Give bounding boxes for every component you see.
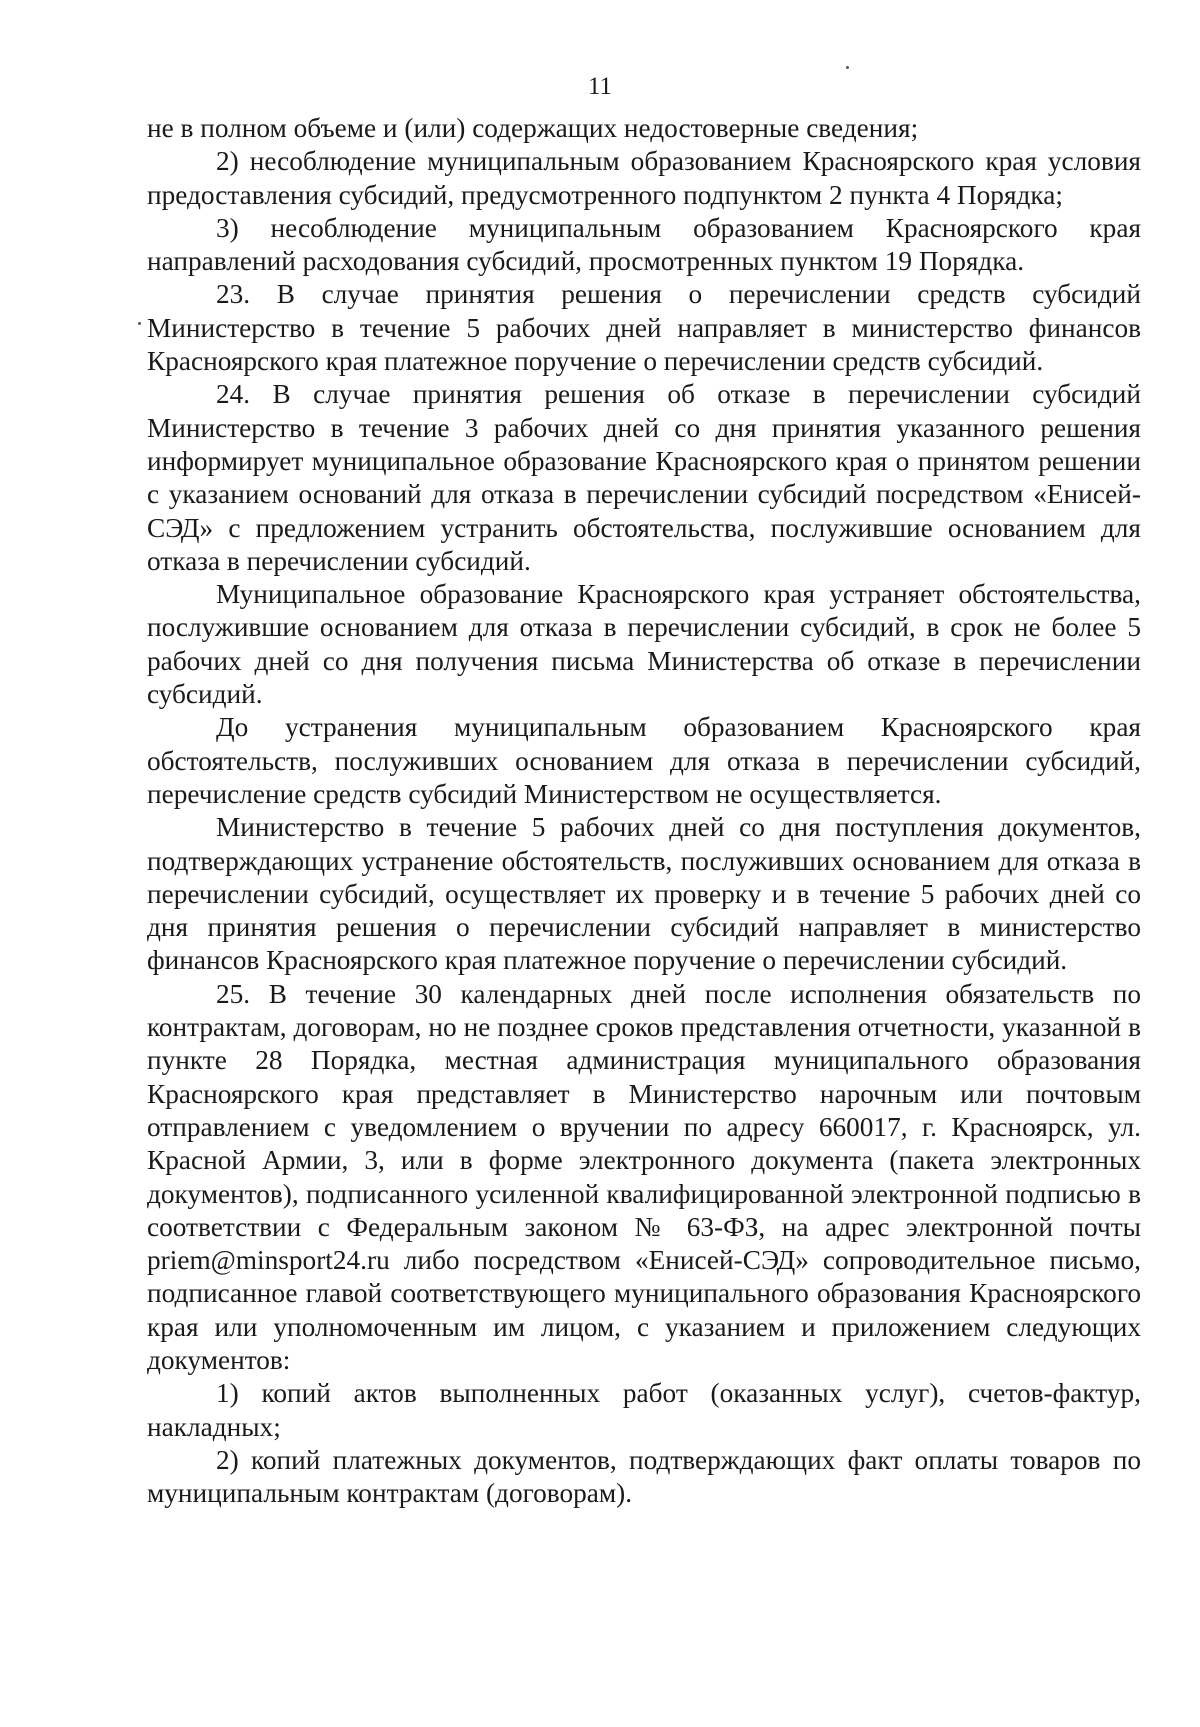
paragraph-clause-24-suspension: До устранения муниципальным образованием Красноярского края обстоятельств, послуживших основанием для отказа в перечислении субсидий, перечисление средств субсидий Министерством не осуществляется.	[147, 712, 1141, 809]
paragraph-clause-24-ministry-review: Министерство в течение 5 рабочих дней со дня поступления документов, подтверждающих устранение обстоятельств, послуживших основанием для отказа в перечислении субсидий, осуществляет их проверку и в течение 5 рабочих дней со дня принятия решения о перечислении субсидий направляет в министерство финансов Красноярского края платежное поручение о перечислении субсидий.	[147, 812, 1141, 976]
paragraph-clause-24-municipal-remedy: Муниципальное образование Красноярского края устраняет обстоятельства, послужившие основанием для отказа в перечислении субсидий, в срок не более 5 рабочих дней со дня получения письма Министерства об отказе в перечислении субсидий.	[147, 579, 1141, 710]
paragraph-item-3: 3) несоблюдение муниципальным образованием Красноярского края направлений расходования субсидий, просмотренных пунктом 19 Порядка.	[147, 212, 1141, 277]
paragraph-clause-24: 24. В случае принятия решения об отказе в перечислении субсидий Министерство в течение 3 рабочих дней со дня принятия указанного решения информирует муниципальное образование Красноярского края о принятом решении с указанием оснований для отказа в перечислении субсидий посредством «Енисей-СЭД» с предложением устранить обстоятельства, послужившие основанием для отказа в перечислении субсидий.	[147, 379, 1141, 576]
scan-speck	[846, 66, 849, 69]
paragraph-clause-25: 25. В течение 30 календарных дней после исполнения обязательств по контрактам, договорам, но не позднее сроков представления отчетности, указанной в пункте 28 Порядка, местная администрация муниципального образования Красноярского края представляет в Министерство нарочным или почтовым отправлением с уведомлением о вручении по адресу 660017, г. Красноярск, ул. Красной Армии, 3, или в форме электронного документа (пакета электронных документов), подписанного усиленной квалифицированной электронной подписью в соответствии с Федеральным законом № 63-ФЗ, на адрес электронной почты priem@minsport24.ru либо посредством «Енисей-СЭД» сопроводительное письмо, подписанное главой соответствующего муниципального образования Красноярского края или уполномоченным им лицом, с указанием и приложением следующих документов:	[147, 978, 1141, 1375]
page-number: 11	[587, 73, 613, 100]
paragraph-continuation: не в полном объеме и (или) содержащих недостоверные сведения;	[147, 113, 919, 143]
paragraph-item-2: 2) несоблюдение муниципальным образованием Красноярского края условия предоставления субсидий, предусмотренного подпунктом 2 пункта 4 Порядка;	[147, 146, 1141, 210]
document-body	[147, 112, 1141, 1510]
paragraph-clause-25-item-1: 1) копий актов выполненных работ (оказанных услуг), счетов-фактур, накладных;	[147, 1378, 1141, 1442]
paragraph-clause-25-item-2: 2) копий платежных документов, подтверждающих факт оплаты товаров по муниципальным контрактам (договорам).	[147, 1444, 1141, 1509]
scan-speck	[138, 322, 141, 325]
paragraph-clause-23: 23. В случае принятия решения о перечислении средств субсидий Министерство в течение 5 рабочих дней направляет в министерство финансов Красноярского края платежное поручение о перечислении средств субсидий.	[147, 279, 1141, 377]
